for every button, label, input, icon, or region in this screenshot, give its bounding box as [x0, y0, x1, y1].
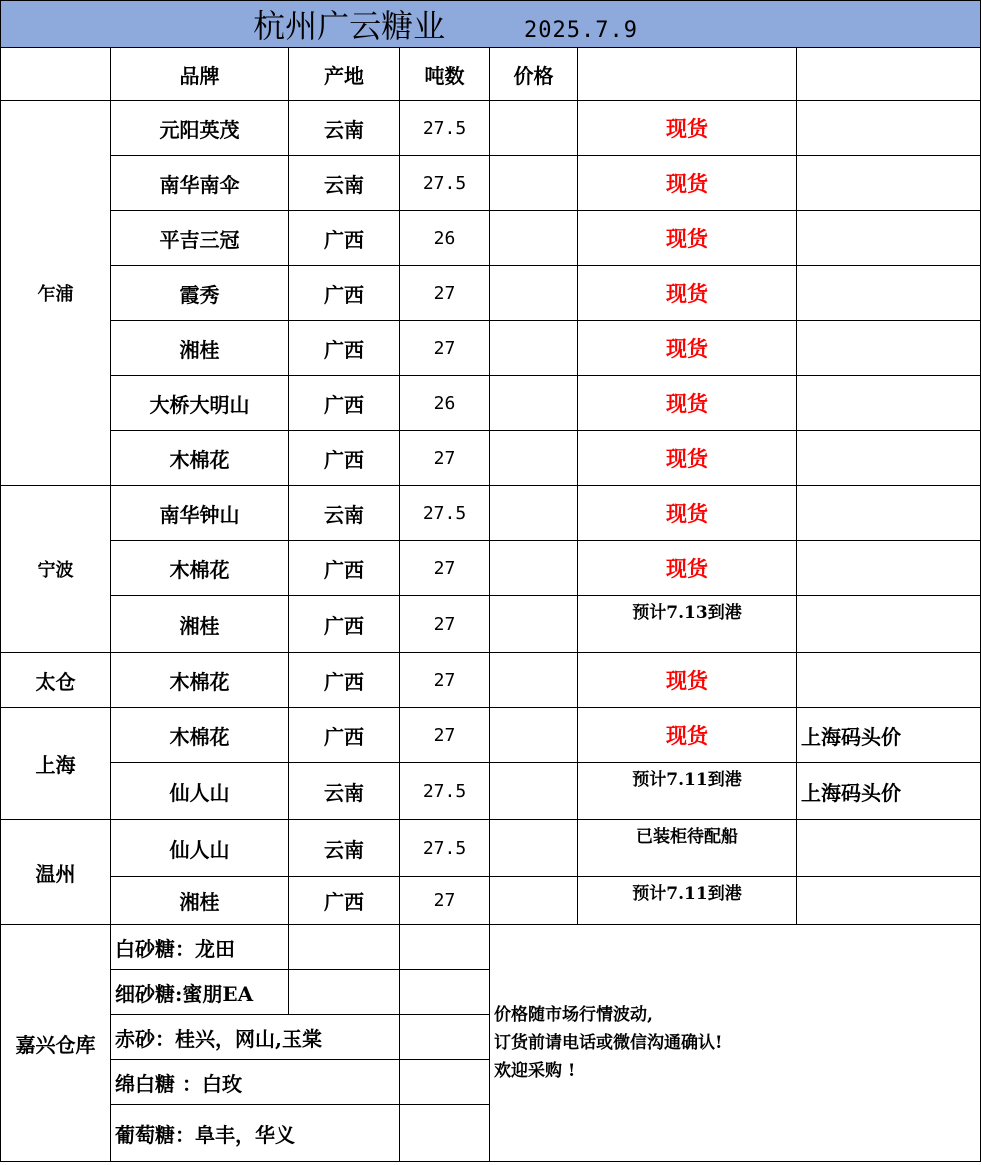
brand-cell: 平吉三冠 [111, 211, 289, 266]
price-cell [490, 376, 578, 431]
origin-cell: 云南 [289, 763, 400, 820]
header-origin: 产地 [289, 48, 400, 101]
tons-cell: 27.5 [400, 763, 490, 820]
origin-cell: 广西 [289, 431, 400, 486]
warehouse-row [1, 925, 981, 970]
price-cell [490, 486, 578, 541]
price-cell [490, 266, 578, 321]
report-date: 2025.7.9 [524, 18, 639, 43]
notice-line: 价格随市场行情波动, [494, 1005, 653, 1025]
price-cell [490, 653, 578, 708]
origin-cell: 广西 [289, 596, 400, 653]
price-cell [490, 321, 578, 376]
status-cell: 现货 [578, 653, 797, 708]
tons-cell: 27 [400, 266, 490, 321]
location-cell: 上海 [1, 708, 111, 820]
empty-cell [289, 970, 400, 1015]
status-cell: 预计7.13到港 [578, 596, 797, 653]
origin-cell: 云南 [289, 820, 400, 877]
table-row [1, 708, 981, 763]
note-cell [797, 266, 981, 321]
empty-cell [400, 1105, 490, 1162]
table-row [1, 596, 981, 653]
table-row [1, 877, 981, 925]
note-cell [797, 486, 981, 541]
status-cell: 预计7.11到港 [578, 877, 797, 925]
tons-cell: 27.5 [400, 101, 490, 156]
table-row [1, 486, 981, 541]
brand-cell: 湘桂 [111, 596, 289, 653]
warehouse-item: 白砂糖：龙田 [111, 925, 289, 970]
table-row [1, 321, 981, 376]
status-cell: 现货 [578, 708, 797, 763]
status-cell: 现货 [578, 431, 797, 486]
origin-cell: 云南 [289, 156, 400, 211]
origin-cell: 广西 [289, 653, 400, 708]
tons-cell: 27 [400, 431, 490, 486]
origin-cell: 云南 [289, 101, 400, 156]
warehouse-item: 细砂糖:蜜朋EA [111, 970, 289, 1015]
status-cell: 已装柜待配船 [578, 820, 797, 877]
origin-cell: 广西 [289, 877, 400, 925]
header-status [578, 48, 797, 101]
empty-cell [400, 1015, 490, 1060]
origin-cell: 广西 [289, 211, 400, 266]
header-tons: 吨数 [400, 48, 490, 101]
origin-cell: 云南 [289, 486, 400, 541]
location-cell: 温州 [1, 820, 111, 925]
table-row [1, 376, 981, 431]
location-cell: 宁波 [1, 486, 111, 653]
price-cell [490, 541, 578, 596]
note-cell [797, 596, 981, 653]
warehouse-item: 葡萄糖：阜丰，华义 [111, 1105, 400, 1162]
tons-cell: 27 [400, 541, 490, 596]
notice-line: 欢迎采购 ! [494, 1061, 576, 1081]
notice-line: 订货前请电话或微信沟通确认! [494, 1033, 723, 1053]
brand-cell: 木棉花 [111, 541, 289, 596]
empty-cell [400, 970, 490, 1015]
empty-cell [400, 1060, 490, 1105]
note-cell [797, 211, 981, 266]
tons-cell: 27 [400, 877, 490, 925]
brand-cell: 元阳英茂 [111, 101, 289, 156]
table-row [1, 266, 981, 321]
tons-cell: 26 [400, 211, 490, 266]
origin-cell: 广西 [289, 708, 400, 763]
brand-cell: 湘桂 [111, 321, 289, 376]
note-cell [797, 321, 981, 376]
empty-cell [289, 925, 400, 970]
price-cell [490, 211, 578, 266]
note-cell [797, 653, 981, 708]
origin-cell: 广西 [289, 376, 400, 431]
tons-cell: 27.5 [400, 156, 490, 211]
note-cell [797, 431, 981, 486]
price-cell [490, 763, 578, 820]
status-cell: 预计7.11到港 [578, 763, 797, 820]
tons-cell: 27.5 [400, 486, 490, 541]
status-cell: 现货 [578, 321, 797, 376]
status-cell: 现货 [578, 156, 797, 211]
empty-cell [400, 925, 490, 970]
table-row [1, 653, 981, 708]
price-cell [490, 431, 578, 486]
status-cell: 现货 [578, 376, 797, 431]
header-blank [1, 48, 111, 101]
note-cell [797, 101, 981, 156]
table-row [1, 541, 981, 596]
note-cell: 上海码头价 [797, 763, 981, 820]
status-cell: 现货 [578, 486, 797, 541]
table-row [1, 101, 981, 156]
tons-cell: 27 [400, 321, 490, 376]
note-cell [797, 376, 981, 431]
note-cell: 上海码头价 [797, 708, 981, 763]
warehouse-item: 赤砂：桂兴，网山,玉棠 [111, 1015, 400, 1060]
table-row [1, 431, 981, 486]
origin-cell: 广西 [289, 266, 400, 321]
price-cell [490, 708, 578, 763]
tons-cell: 27 [400, 708, 490, 763]
table-row [1, 156, 981, 211]
tons-cell: 27 [400, 653, 490, 708]
location-cell: 太仓 [1, 653, 111, 708]
title-bar [1, 1, 981, 48]
brand-cell: 大桥大明山 [111, 376, 289, 431]
header-note [797, 48, 981, 101]
note-cell [797, 156, 981, 211]
note-cell [797, 820, 981, 877]
brand-cell: 湘桂 [111, 877, 289, 925]
origin-cell: 广西 [289, 321, 400, 376]
status-cell: 现货 [578, 541, 797, 596]
brand-cell: 木棉花 [111, 708, 289, 763]
brand-cell: 木棉花 [111, 431, 289, 486]
brand-cell: 南华钟山 [111, 486, 289, 541]
tons-cell: 27 [400, 596, 490, 653]
brand-cell: 仙人山 [111, 820, 289, 877]
company-title: 杭州广云糖业 [253, 7, 446, 45]
brand-cell: 南华南伞 [111, 156, 289, 211]
status-cell: 现货 [578, 266, 797, 321]
warehouse-item: 绵白糖 ：白玫 [111, 1060, 400, 1105]
price-cell [490, 820, 578, 877]
header-row [1, 48, 981, 101]
note-cell [797, 541, 981, 596]
status-cell: 现货 [578, 101, 797, 156]
origin-cell: 广西 [289, 541, 400, 596]
note-cell [797, 877, 981, 925]
tons-cell: 26 [400, 376, 490, 431]
location-cell: 乍浦 [1, 101, 111, 486]
price-cell [490, 156, 578, 211]
notice-cell [490, 925, 981, 1162]
header-brand: 品牌 [111, 48, 289, 101]
price-cell [490, 101, 578, 156]
status-cell: 现货 [578, 211, 797, 266]
brand-cell: 木棉花 [111, 653, 289, 708]
table-row [1, 820, 981, 877]
warehouse-location-cell: 嘉兴仓库 [1, 925, 111, 1162]
price-cell [490, 596, 578, 653]
brand-cell: 霞秀 [111, 266, 289, 321]
brand-cell: 仙人山 [111, 763, 289, 820]
price-cell [490, 877, 578, 925]
header-price: 价格 [490, 48, 578, 101]
table-row [1, 763, 981, 820]
table-row [1, 211, 981, 266]
tons-cell: 27.5 [400, 820, 490, 877]
